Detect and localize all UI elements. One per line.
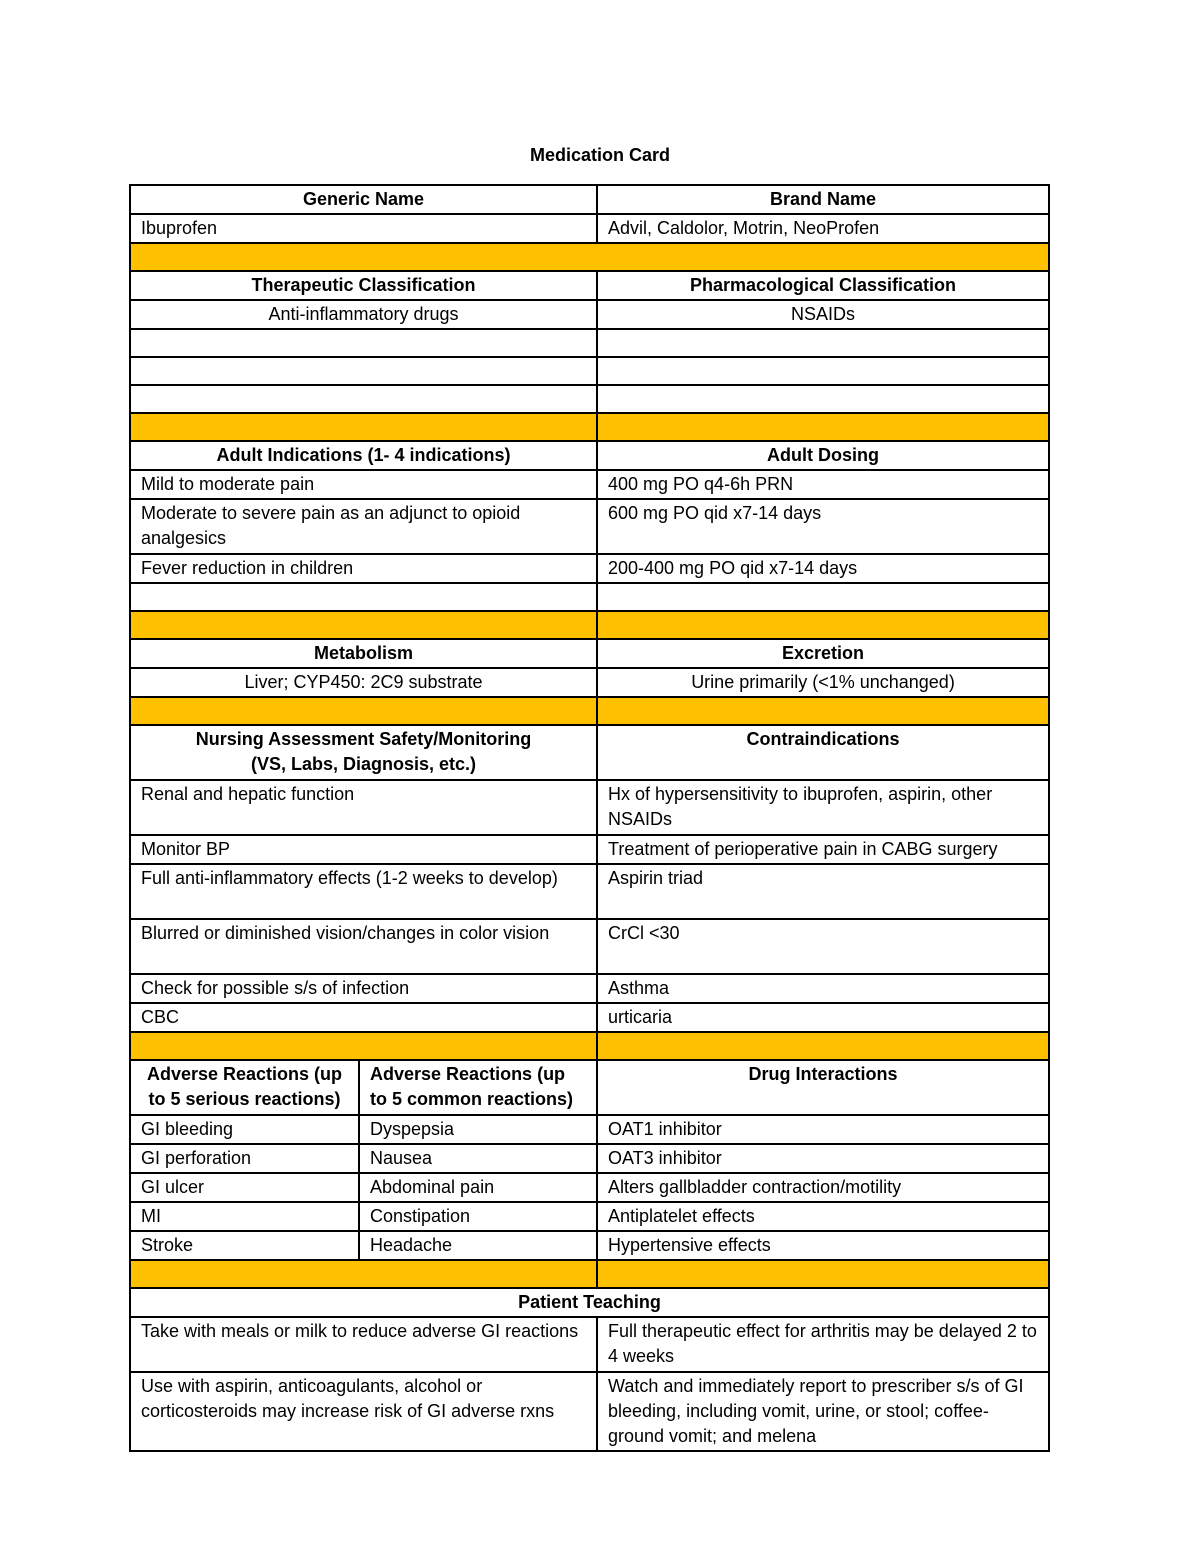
dosing-header: Adult Dosing [597, 441, 1049, 470]
drug-interaction: Hypertensive effects [597, 1231, 1049, 1260]
dose: 200-400 mg PO qid x7-14 days [597, 554, 1049, 583]
brand-name: Advil, Caldolor, Motrin, NeoProfen [597, 214, 1049, 243]
excretion: Urine primarily (<1% unchanged) [597, 668, 1049, 697]
assessment: Blurred or diminished vision/changes in color vision [130, 919, 597, 974]
contraindication: urticaria [597, 1003, 1049, 1032]
empty-cell [597, 357, 1049, 385]
assessment: Full anti-inflammatory effects (1-2 weeks to develop) [130, 864, 597, 919]
reaction-row [130, 1115, 1049, 1144]
classification-row [130, 300, 1049, 329]
common-reaction: Abdominal pain [359, 1173, 597, 1202]
serious-reaction: GI perforation [130, 1144, 359, 1173]
reaction-row [130, 1231, 1049, 1260]
divider-cell [130, 1032, 597, 1060]
divider-cell [130, 413, 597, 441]
pk-header-row [130, 639, 1049, 668]
indication: Mild to moderate pain [130, 470, 597, 499]
indications-header: Adult Indications (1- 4 indications) [130, 441, 597, 470]
reaction-row [130, 1173, 1049, 1202]
generic-name: Ibuprofen [130, 214, 597, 243]
names-row [130, 214, 1049, 243]
pharmacological-class: NSAIDs [597, 300, 1049, 329]
dose: 600 mg PO qid x7-14 days [597, 499, 1049, 554]
assessment: Check for possible s/s of infection [130, 974, 597, 1003]
pharmacological-class-header: Pharmacological Classification [597, 271, 1049, 300]
indication: Moderate to severe pain as an adjunct to opioid analgesics [130, 499, 597, 554]
nursing-header [130, 725, 597, 780]
common-reaction: Constipation [359, 1202, 597, 1231]
drug-interaction: Alters gallbladder contraction/motility [597, 1173, 1049, 1202]
divider-cell [597, 1032, 1049, 1060]
pk-row [130, 668, 1049, 697]
section-divider [130, 413, 1049, 441]
teaching-item: Take with meals or milk to reduce adverse GI reactions [130, 1317, 597, 1372]
serious-reactions-header: Adverse Reactions (up to 5 serious reactions) [130, 1060, 359, 1115]
divider-cell [130, 611, 597, 639]
teaching-item: Watch and immediately report to prescriber s/s of GI bleeding, including vomit, urine, or stool; coffee-ground vomit; and melena [597, 1372, 1049, 1451]
empty-row [130, 329, 1049, 357]
contraindication: Treatment of perioperative pain in CABG surgery [597, 835, 1049, 864]
drug-interaction: OAT1 inhibitor [597, 1115, 1049, 1144]
reactions-header-row [130, 1060, 1049, 1115]
indication: Fever reduction in children [130, 554, 597, 583]
names-header-row [130, 185, 1049, 214]
empty-row [130, 357, 1049, 385]
drug-interaction: Antiplatelet effects [597, 1202, 1049, 1231]
contraindications-header: Contraindications [597, 725, 1049, 780]
divider-cell [597, 611, 1049, 639]
divider-cell [130, 1260, 597, 1288]
serious-reaction: Stroke [130, 1231, 359, 1260]
reaction-row [130, 1202, 1049, 1231]
divider-cell [130, 697, 597, 725]
empty-row [130, 385, 1049, 413]
serious-reaction: MI [130, 1202, 359, 1231]
teaching-row [130, 1372, 1049, 1451]
divider-cell [130, 243, 1049, 271]
empty-cell [130, 329, 597, 357]
nursing-header-line1: Nursing Assessment Safety/Monitoring [195, 729, 532, 749]
section-divider [130, 1032, 1049, 1060]
reaction-row [130, 1144, 1049, 1173]
therapeutic-class-header: Therapeutic Classification [130, 271, 597, 300]
contraindication: Hx of hypersensitivity to ibuprofen, aspirin, other NSAIDs [597, 780, 1049, 835]
nursing-header-line2: (VS, Labs, Diagnosis, etc.) [250, 754, 477, 774]
patient-teaching-header: Patient Teaching [130, 1288, 1049, 1317]
empty-cell [130, 385, 597, 413]
contraindication: Aspirin triad [597, 864, 1049, 919]
indication-row [130, 470, 1049, 499]
therapeutic-class: Anti-inflammatory drugs [130, 300, 597, 329]
indications-header-row [130, 441, 1049, 470]
nursing-row [130, 864, 1049, 919]
empty-cell [597, 385, 1049, 413]
section-divider [130, 697, 1049, 725]
generic-name-header: Generic Name [130, 185, 597, 214]
indication-row [130, 499, 1049, 554]
assessment: CBC [130, 1003, 597, 1032]
assessment: Monitor BP [130, 835, 597, 864]
nursing-row [130, 919, 1049, 974]
nursing-row [130, 1003, 1049, 1032]
section-divider [130, 1260, 1049, 1288]
teaching-row [130, 1317, 1049, 1372]
classification-header-row [130, 271, 1049, 300]
indication-row [130, 554, 1049, 583]
empty-cell [597, 329, 1049, 357]
empty-cell [130, 357, 597, 385]
teaching-header-row [130, 1288, 1049, 1317]
common-reaction: Headache [359, 1231, 597, 1260]
common-reaction: Nausea [359, 1144, 597, 1173]
serious-reaction: GI ulcer [130, 1173, 359, 1202]
metabolism: Liver; CYP450: 2C9 substrate [130, 668, 597, 697]
nursing-row [130, 780, 1049, 835]
nursing-row [130, 974, 1049, 1003]
drug-interactions-header: Drug Interactions [597, 1060, 1049, 1115]
empty-cell [130, 583, 597, 611]
assessment: Renal and hepatic function [130, 780, 597, 835]
contraindication: CrCl <30 [597, 919, 1049, 974]
teaching-item: Use with aspirin, anticoagulants, alcohol or corticosteroids may increase risk of GI adverse rxns [130, 1372, 597, 1451]
dose: 400 mg PO q4-6h PRN [597, 470, 1049, 499]
nursing-header-row [130, 725, 1049, 780]
metabolism-header: Metabolism [130, 639, 597, 668]
drug-interaction: OAT3 inhibitor [597, 1144, 1049, 1173]
brand-name-header: Brand Name [597, 185, 1049, 214]
section-divider [130, 611, 1049, 639]
medication-card-table [129, 184, 1050, 1452]
divider-cell [597, 413, 1049, 441]
serious-reaction: GI bleeding [130, 1115, 359, 1144]
page-title: Medication Card [529, 145, 671, 165]
contraindication: Asthma [597, 974, 1049, 1003]
empty-row [130, 583, 1049, 611]
divider-cell [597, 697, 1049, 725]
teaching-item: Full therapeutic effect for arthritis may be delayed 2 to 4 weeks [597, 1317, 1049, 1372]
common-reactions-header: Adverse Reactions (up to 5 common reactions) [359, 1060, 597, 1115]
section-divider [130, 243, 1049, 271]
common-reaction: Dyspepsia [359, 1115, 597, 1144]
empty-cell [597, 583, 1049, 611]
divider-cell [597, 1260, 1049, 1288]
nursing-row [130, 835, 1049, 864]
excretion-header: Excretion [597, 639, 1049, 668]
